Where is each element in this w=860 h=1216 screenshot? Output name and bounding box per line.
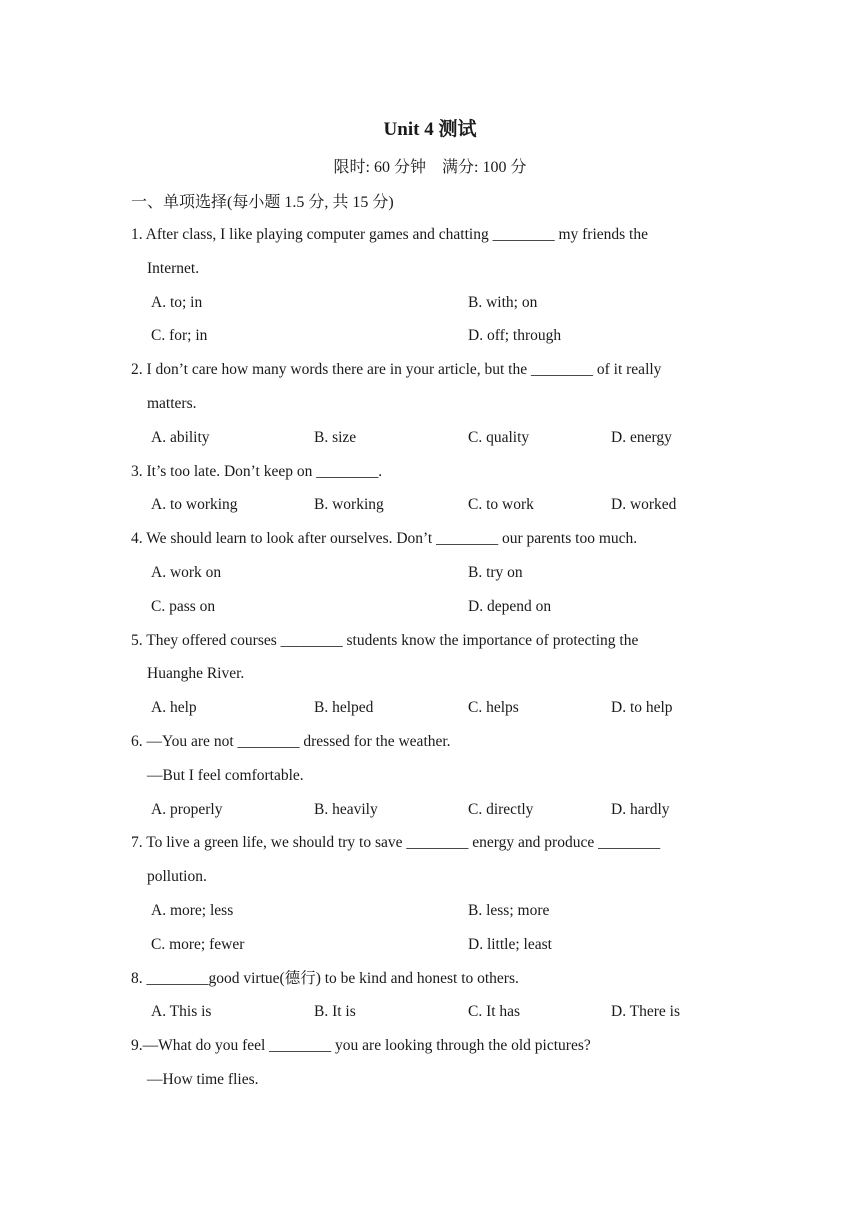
question-stem-continued: Internet. bbox=[147, 259, 200, 277]
answer-option: B. with; on bbox=[468, 293, 538, 311]
answer-option: A. properly bbox=[151, 800, 223, 818]
answer-option: A. more; less bbox=[151, 901, 234, 919]
answer-option: B. helped bbox=[314, 699, 374, 717]
answer-option: C. directly bbox=[468, 800, 534, 818]
option-row bbox=[131, 556, 731, 590]
answer-option: B. less; more bbox=[468, 901, 550, 919]
option-row bbox=[131, 995, 731, 1029]
answer-option: C. It has bbox=[468, 1003, 521, 1021]
question-stem: 4. We should learn to look after ourselves. Don’t ________ our parents too much. bbox=[131, 530, 638, 548]
question-stem: 8. ________good virtue(德行) to be kind and honest to others. bbox=[131, 969, 519, 987]
question bbox=[131, 826, 731, 961]
question-stem-continued: —How time flies. bbox=[147, 1070, 259, 1088]
question-stem-continued: matters. bbox=[147, 394, 197, 412]
option-row bbox=[131, 691, 731, 725]
answer-option: B. size bbox=[314, 428, 357, 446]
answer-option: C. quality bbox=[468, 428, 530, 446]
question bbox=[131, 522, 731, 623]
option-row bbox=[131, 928, 731, 962]
answer-option: C. pass on bbox=[151, 597, 216, 615]
option-row bbox=[131, 590, 731, 624]
question-stem-continued: pollution. bbox=[147, 868, 207, 886]
answer-option: B. It is bbox=[314, 1003, 356, 1021]
answer-option: D. energy bbox=[611, 428, 672, 446]
answer-option: D. to help bbox=[611, 699, 673, 717]
page-title: Unit 4 测试 bbox=[383, 119, 477, 140]
option-row bbox=[131, 488, 731, 522]
option-row bbox=[131, 894, 731, 928]
answer-option: C. for; in bbox=[151, 327, 208, 345]
question-stem: 3. It’s too late. Don’t keep on ________. bbox=[131, 462, 383, 480]
question bbox=[131, 962, 731, 1030]
question-stem: 9.—What do you feel ________ you are looking through the old pictures? bbox=[131, 1037, 591, 1055]
answer-option: D. worked bbox=[611, 496, 677, 514]
question-stem: 5. They offered courses ________ students know the importance of protecting the bbox=[131, 631, 639, 649]
question bbox=[131, 218, 731, 353]
answer-option: C. to work bbox=[468, 496, 534, 514]
exam-info: 限时: 60 分钟 满分: 100 分 bbox=[333, 159, 527, 176]
section-heading: 一、单项选择(每小题 1.5 分, 共 15 分) bbox=[131, 194, 394, 211]
answer-option: B. working bbox=[314, 496, 384, 514]
answer-option: D. little; least bbox=[468, 935, 552, 953]
question bbox=[131, 455, 731, 523]
answer-option: A. to; in bbox=[151, 293, 203, 311]
question-stem: 2. I don’t care how many words there are in your article, but the ________ of it really bbox=[131, 361, 662, 379]
answer-option: C. more; fewer bbox=[151, 935, 245, 953]
option-row bbox=[131, 421, 731, 455]
option-row bbox=[131, 286, 731, 320]
question-stem: 7. To live a green life, we should try to save ________ energy and produce ________ bbox=[131, 834, 661, 852]
question-list bbox=[131, 218, 731, 1097]
answer-option: A. This is bbox=[151, 1003, 212, 1021]
question-stem: 1. After class, I like playing computer games and chatting ________ my friends the bbox=[131, 226, 648, 243]
answer-option: D. hardly bbox=[611, 800, 670, 818]
question-stem-continued: Huanghe River. bbox=[147, 665, 245, 683]
question bbox=[131, 353, 731, 454]
question-stem: 6. —You are not ________ dressed for the weather. bbox=[131, 732, 451, 750]
answer-option: C. helps bbox=[468, 699, 519, 717]
answer-option: D. off; through bbox=[468, 327, 562, 345]
answer-option: A. ability bbox=[151, 428, 210, 446]
question-stem-continued: —But I feel comfortable. bbox=[147, 766, 304, 784]
answer-option: D. depend on bbox=[468, 597, 552, 615]
answer-option: A. to working bbox=[151, 496, 238, 514]
answer-option: A. help bbox=[151, 699, 197, 717]
answer-option: A. work on bbox=[151, 563, 222, 581]
question bbox=[131, 725, 731, 826]
answer-option: D. There is bbox=[611, 1003, 681, 1021]
question bbox=[131, 1029, 731, 1097]
answer-option: B. try on bbox=[468, 563, 523, 581]
question bbox=[131, 624, 731, 725]
option-row bbox=[131, 319, 731, 353]
answer-option: B. heavily bbox=[314, 800, 378, 818]
option-row bbox=[131, 793, 731, 827]
